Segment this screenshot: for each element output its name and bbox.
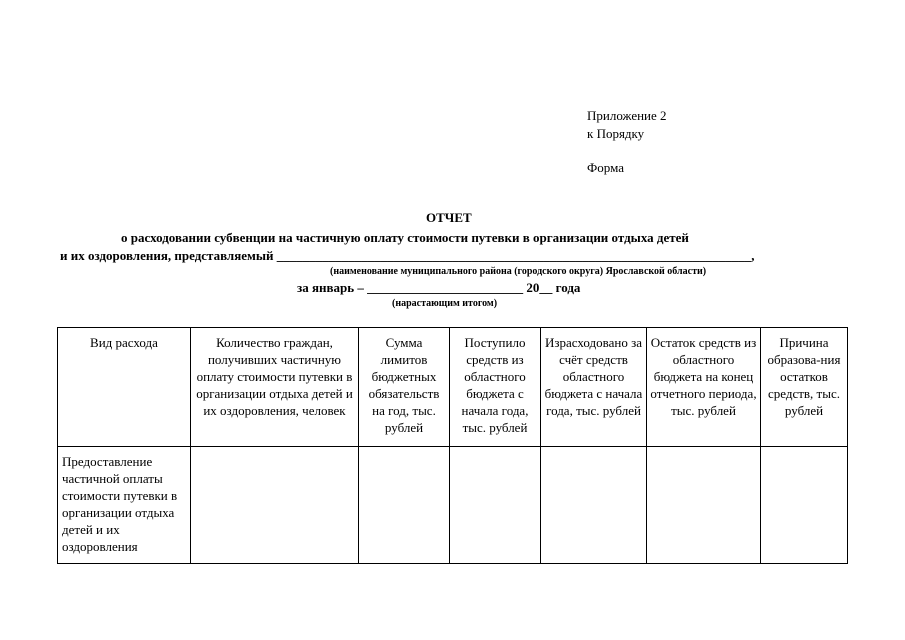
cell-funds-received <box>450 447 541 564</box>
header-funds-balance: Остаток средств из областного бюджета на конец отчетного периода, тыс. рублей <box>647 328 761 447</box>
appendix-block <box>587 107 667 177</box>
report-period-line: за январь – ________________________ 20__ года <box>297 280 581 295</box>
cell-citizens-count <box>191 447 359 564</box>
cell-expense-type: Предоставление частичной оплаты стоимости путевки в организации отдыха детей и их оздоровления <box>58 447 191 564</box>
table-header-row <box>58 328 848 447</box>
header-citizens-count: Количество граждан, получивших частичную оплату стоимости путевки в организации отдыха детей и их оздоровления, человек <box>191 328 359 447</box>
report-subject-line-2: и их оздоровления, представляемый _________________________________________________________________________, <box>60 248 755 263</box>
report-heading: ОТЧЕТ <box>426 210 472 225</box>
appendix-reference: к Порядку <box>587 126 645 141</box>
header-budget-limits: Сумма лимитов бюджетных обязательств на год, тыс. рублей <box>359 328 450 447</box>
header-funds-spent: Израсходовано за счёт средств областного бюджета с начала года, тыс. рублей <box>541 328 647 447</box>
cell-funds-spent <box>541 447 647 564</box>
cell-funds-balance <box>647 447 761 564</box>
municipality-note: (наименование муниципального района (городского округа) Ярославской области) <box>330 266 707 277</box>
table-row <box>58 447 848 564</box>
cumulative-note: (нарастающим итогом) <box>392 298 498 309</box>
header-balance-reason: Причина образова-ния остатков средств, тыс. рублей <box>761 328 848 447</box>
cell-balance-reason <box>761 447 848 564</box>
cell-budget-limits <box>359 447 450 564</box>
header-funds-received: Поступило средств из областного бюджета с начала года, тыс. рублей <box>450 328 541 447</box>
expense-report-table <box>57 327 848 564</box>
appendix-number: Приложение 2 <box>587 108 667 123</box>
header-expense-type: Вид расхода <box>58 328 191 447</box>
form-label: Форма <box>587 160 624 175</box>
report-subject-line-1: о расходовании субвенции на частичную оплату стоимости путевки в организации отдыха детей <box>121 230 689 245</box>
